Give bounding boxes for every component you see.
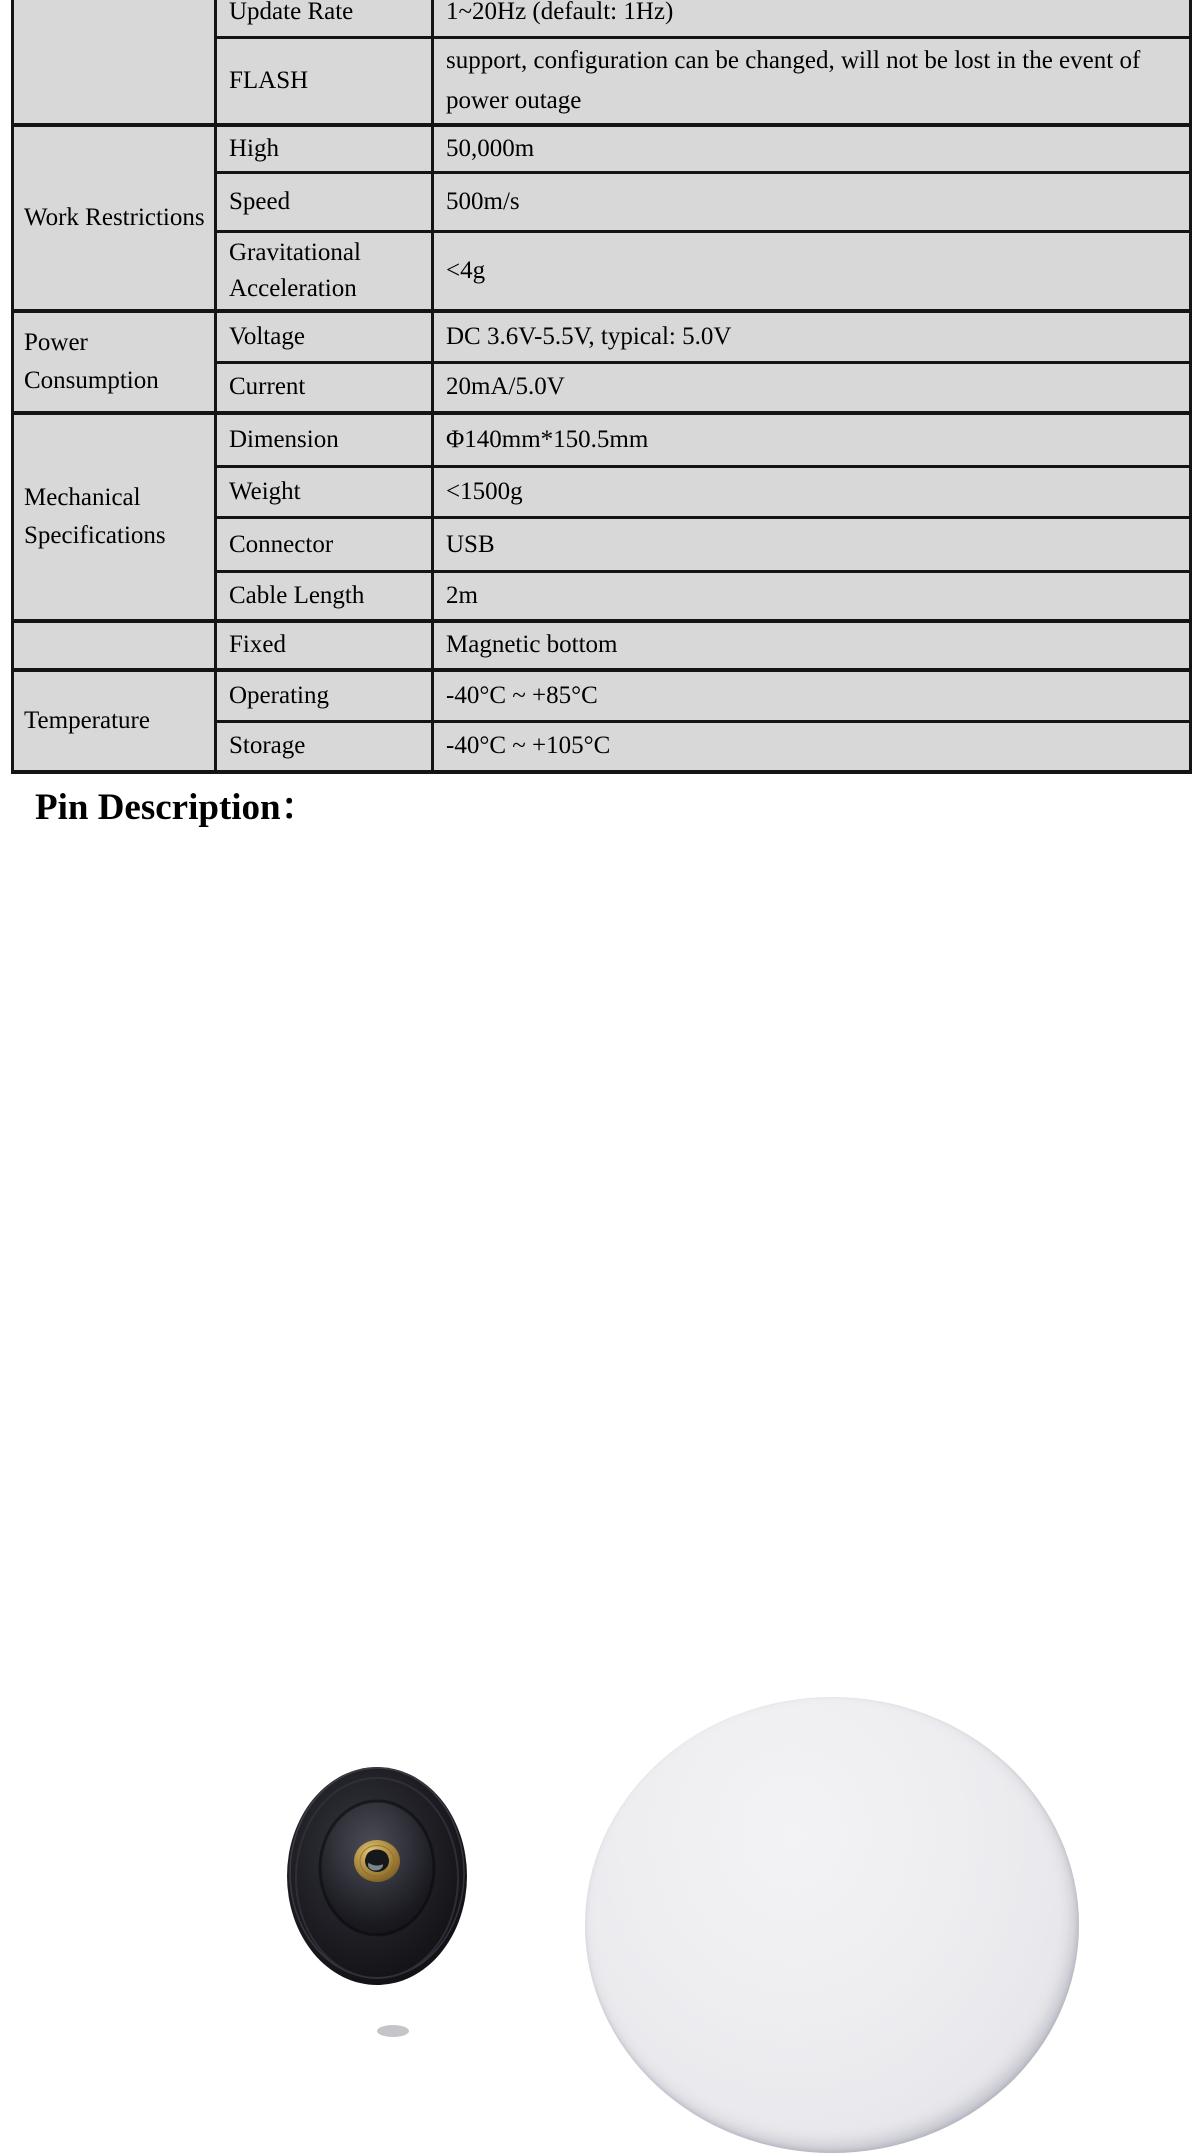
spec-group-label: Mechanical Specifications	[13, 413, 216, 621]
spec-value: -40°C ~ +105°C	[433, 722, 1191, 772]
spec-value: 2m	[433, 572, 1191, 621]
spec-value: 500m/s	[433, 172, 1191, 231]
spec-param: Dimension	[216, 413, 433, 467]
spec-group-label: Temperature	[13, 670, 216, 772]
spec-value: <4g	[433, 231, 1191, 311]
spec-param: Storage	[216, 722, 433, 772]
spec-param: Voltage	[216, 311, 433, 363]
spec-value: USB	[433, 518, 1191, 572]
mounting-hole-shadow	[366, 1850, 388, 1866]
spec-table	[11, 0, 1192, 774]
spec-param: Cable Length	[216, 572, 433, 621]
spec-value: -40°C ~ +85°C	[433, 670, 1191, 722]
product-photos	[0, 830, 1200, 1200]
spec-param: Current	[216, 363, 433, 413]
spec-param: High	[216, 125, 433, 173]
spec-param: Update Rate	[216, 0, 433, 37]
spec-param: Speed	[216, 172, 433, 231]
spec-group-label: Power Consumption	[13, 311, 216, 413]
spec-value: DC 3.6V-5.5V, typical: 5.0V	[433, 311, 1191, 363]
magnetic-base-photo	[285, 1765, 469, 1987]
spec-param: Connector	[216, 518, 433, 572]
spec-value: 1~20Hz (default: 1Hz)	[433, 0, 1191, 37]
spec-table-body	[13, 0, 1191, 772]
spec-value: <1500g	[433, 467, 1191, 518]
spec-param: Weight	[216, 467, 433, 518]
spec-value: Φ140mm*150.5mm	[433, 413, 1191, 467]
antenna-dome-photo	[585, 1697, 1079, 2153]
spec-param: FLASH	[216, 37, 433, 125]
spec-group-label	[13, 0, 216, 125]
spec-param: Gravitational Acceleration	[216, 231, 433, 311]
cropped-object-edge	[377, 2025, 409, 2037]
spec-value: 50,000m	[433, 125, 1191, 173]
spec-value: 20mA/5.0V	[433, 363, 1191, 413]
spec-param: Operating	[216, 670, 433, 722]
spec-value: support, configuration can be changed, will not be lost in the event of power outage	[433, 37, 1191, 125]
spec-group-label: Work Restrictions	[13, 125, 216, 311]
spec-group-label	[13, 621, 216, 670]
spec-param: Fixed	[216, 621, 433, 670]
spec-value: Magnetic bottom	[433, 621, 1191, 670]
pin-description-heading: Pin Description：	[35, 787, 318, 828]
